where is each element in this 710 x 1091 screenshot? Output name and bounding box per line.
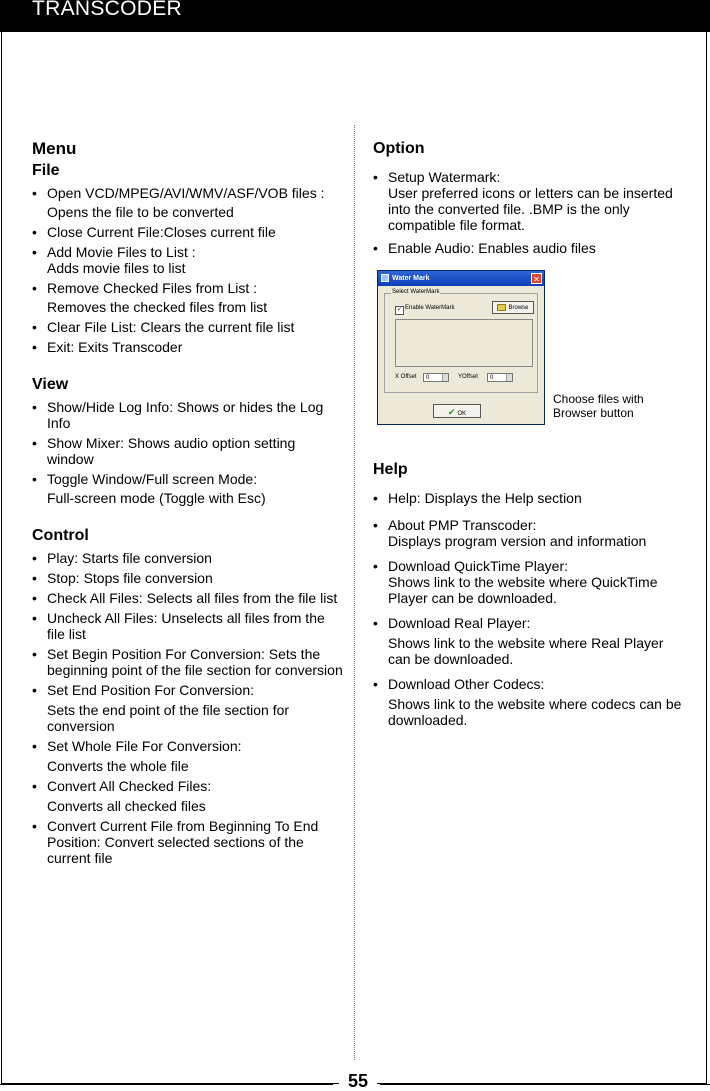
x-offset-label: X Offset — [395, 374, 417, 380]
list-item: • Setup Watermark: — [373, 169, 683, 185]
list-item-sub: Converts the whole file — [47, 758, 189, 774]
select-watermark-group — [384, 289, 538, 393]
help-list — [373, 490, 683, 728]
browse-button[interactable]: Browse — [492, 301, 534, 314]
browse-note: Choose files with Browser button — [553, 392, 644, 420]
page-number: 55 — [339, 1072, 377, 1091]
list-item: • Enable Audio: Enables audio files — [373, 240, 683, 256]
x-offset-input[interactable]: 0 — [423, 373, 449, 382]
list-item: • Set Begin Position For Conversion: Sets the beginning point of the file section for conversion — [32, 646, 344, 678]
list-item: • Exit: Exits Transcoder — [32, 339, 344, 355]
list-item: • Clear File List: Clears the current file list — [32, 319, 344, 335]
list-item: • Download QuickTime Player: — [373, 558, 683, 574]
spinner-icon[interactable] — [442, 374, 448, 381]
checkmark-icon: ✔ — [447, 407, 456, 417]
watermark-path-box[interactable] — [395, 319, 533, 367]
option-heading: Option — [373, 140, 425, 157]
y-offset-label: YOffset — [458, 374, 478, 380]
control-heading: Control — [32, 527, 89, 544]
list-item: • Close Current File:Closes current file — [32, 224, 344, 240]
left-column — [32, 139, 344, 866]
app-icon — [381, 274, 389, 282]
list-item-sub: Displays program version and information — [388, 533, 647, 549]
list-item-sub: Removes the checked files from list — [47, 299, 268, 315]
list-item: • Add Movie Files to List : — [32, 244, 344, 260]
list-item: • Remove Checked Files from List : — [32, 280, 344, 296]
list-item: • Help: Displays the Help section — [373, 490, 683, 506]
header-title: TRANSCODER — [32, 0, 183, 20]
list-item: • Check All Files: Selects all files from the file list — [32, 590, 344, 606]
list-item-sub: Shows link to the website where QuickTime Player can be downloaded. — [388, 574, 658, 606]
dialog-titlebar — [378, 271, 544, 286]
list-item-sub: Full-screen mode (Toggle with Esc) — [47, 490, 266, 506]
list-item: • Uncheck All Files: Unselects all files from the file list — [32, 610, 344, 642]
list-item-sub: Adds movie files to list — [47, 260, 186, 276]
spinner-icon[interactable] — [506, 374, 512, 381]
list-item: • Show Mixer: Shows audio option setting window — [32, 435, 344, 467]
footer-rule-right — [380, 1084, 710, 1085]
close-icon[interactable]: ✕ — [531, 273, 542, 284]
list-item-sub: Sets the end point of the file section for conversion — [47, 702, 290, 734]
folder-icon — [497, 304, 506, 311]
list-item: • Set End Position For Conversion: — [32, 682, 344, 698]
y-offset-input[interactable]: 0 — [487, 373, 513, 382]
list-item-sub: Shows link to the website where Real Player can be downloaded. — [388, 635, 664, 667]
list-item-sub: User preferred icons or letters can be inserted into the converted file. .BMP is the only compatible file format. — [388, 185, 673, 233]
list-item: • Convert All Checked Files: — [32, 778, 344, 794]
list-item: • Toggle Window/Full screen Mode: — [32, 471, 344, 487]
list-item: • Download Real Player: — [373, 615, 683, 631]
list-item-sub: Converts all checked files — [47, 798, 206, 814]
view-heading: View — [32, 376, 69, 393]
list-item: • Show/Hide Log Info: Shows or hides the Log Info — [32, 399, 344, 431]
list-item: • Open VCD/MPEG/AVI/WMV/ASF/VOB files : — [32, 185, 344, 201]
group-label: Select WaterMark — [392, 289, 440, 295]
watermark-dialog — [377, 270, 545, 425]
list-item: • About PMP Transcoder: — [373, 517, 683, 533]
footer-rule-left — [0, 1084, 333, 1085]
enable-watermark-label: Enable WaterMark — [405, 305, 455, 311]
ok-button[interactable]: ✔ OK — [433, 404, 481, 418]
list-item-sub: Opens the file to be converted — [47, 204, 234, 220]
list-item: • Download Other Codecs: — [373, 676, 683, 692]
list-item: • Set Whole File For Conversion: — [32, 738, 344, 754]
file-heading: File — [32, 162, 60, 179]
list-item: • Convert Current File from Beginning To End Position: Convert selected sections of the current file — [32, 818, 344, 866]
enable-watermark-checkbox[interactable]: ✓ — [396, 307, 403, 313]
list-item: • Play: Starts file conversion — [32, 550, 344, 566]
list-item: • Stop: Stops file conversion — [32, 570, 344, 586]
help-heading: Help — [373, 461, 408, 478]
list-item-sub: Shows link to the website where codecs can be downloaded. — [388, 696, 682, 728]
column-divider — [354, 125, 355, 1060]
dialog-title: Water Mark — [392, 275, 430, 282]
menu-heading: Menu — [32, 139, 77, 158]
header-bar — [0, 0, 710, 32]
